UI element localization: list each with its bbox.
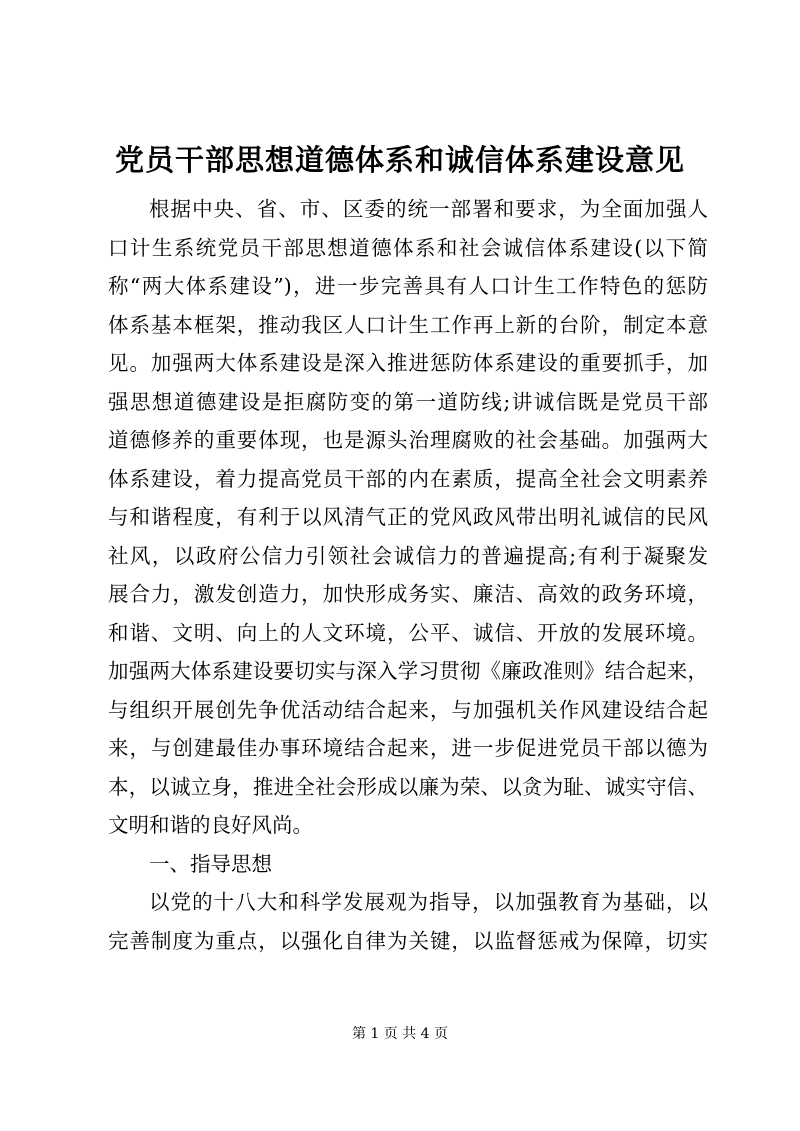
body-line: 加强两大体系建设要切实与深入学习贯彻《廉政准则》结合起来， bbox=[108, 659, 708, 683]
body-line: 展合力，激发创造力，加快形成务实、廉洁、高效的政务环境， bbox=[108, 582, 708, 606]
body-line: 强思想道德建设是拒腐防变的第一道防线;讲诚信既是党员干部 bbox=[108, 389, 708, 414]
body-line: 与和谐程度，有利于以风清气正的党风政风带出明礼诚信的民风 bbox=[108, 505, 708, 529]
body-line: 和谐、文明、向上的人文环境，公平、诚信、开放的发展环境。 bbox=[108, 620, 708, 645]
body-line: 以党的十八大和科学发展观为指导，以加强教育为基础，以 bbox=[149, 890, 708, 914]
page-number: 第 1 页 共 4 页 bbox=[351, 1026, 449, 1042]
document-title: 党员干部思想道德体系和诚信体系建设意见 bbox=[114, 143, 685, 177]
body-line: 来，与创建最佳办事环境结合起来，进一步促进党员干部以德为 bbox=[108, 736, 708, 760]
body-line: 体系建设，着力提高党员干部的内在素质，提高全社会文明素养 bbox=[108, 466, 708, 491]
body-line: 本，以诚立身，推进全社会形成以廉为荣、以贪为耻、诚实守信、 bbox=[108, 774, 708, 799]
section-heading: 一、指导思想 bbox=[149, 851, 272, 876]
document-body bbox=[108, 190, 708, 960]
body-line: 道德修养的重要体现，也是源头治理腐败的社会基础。加强两大 bbox=[108, 428, 708, 452]
body-line: 完善制度为重点，以强化自律为关键，以监督惩戒为保障，切实 bbox=[108, 928, 708, 953]
body-line: 称“两大体系建设”)，进一步完善具有人口计生工作特色的惩防 bbox=[108, 274, 708, 298]
body-line: 根据中央、省、市、区委的统一部署和要求，为全面加强人 bbox=[149, 197, 708, 221]
body-line: 与组织开展创先争优活动结合起来，与加强机关作风建设结合起 bbox=[108, 697, 708, 722]
body-line: 体系基本框架，推动我区人口计生工作再上新的台阶，制定本意 bbox=[108, 312, 708, 337]
body-line: 见。加强两大体系建设是深入推进惩防体系建设的重要抓手，加 bbox=[108, 351, 708, 375]
body-line: 社风，以政府公信力引领社会诚信力的普遍提高;有利于凝聚发 bbox=[108, 543, 708, 568]
body-line: 口计生系统党员干部思想道德体系和社会诚信体系建设(以下简 bbox=[108, 235, 708, 260]
body-line: 文明和谐的良好风尚。 bbox=[108, 813, 313, 837]
